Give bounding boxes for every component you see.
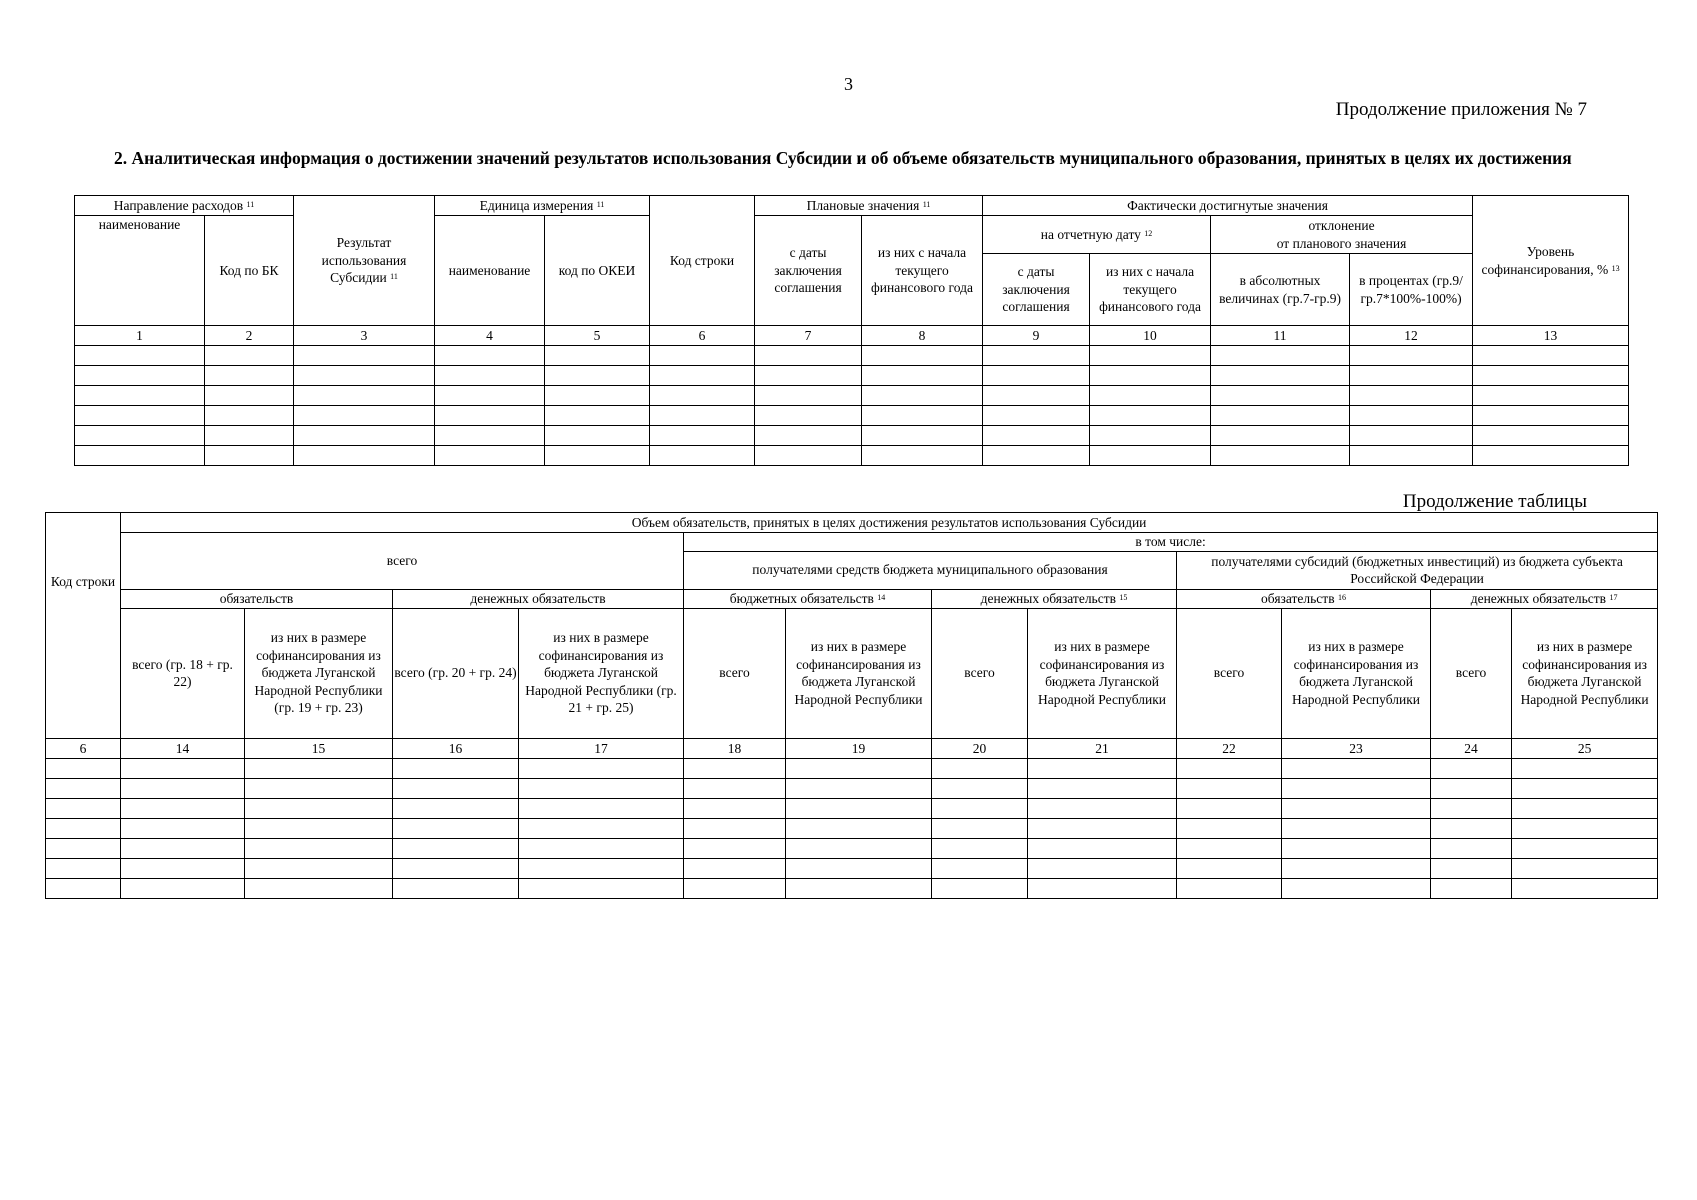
- data-cell[interactable]: [435, 386, 545, 406]
- data-cell[interactable]: [1028, 798, 1177, 818]
- data-cell[interactable]: [435, 346, 545, 366]
- table-row: [75, 386, 1629, 406]
- data-cell[interactable]: [932, 838, 1028, 858]
- column-number: 20: [932, 738, 1028, 758]
- column-number: 24: [1431, 738, 1512, 758]
- data-cell[interactable]: [294, 386, 435, 406]
- data-cell[interactable]: [1473, 446, 1629, 466]
- data-cell[interactable]: [755, 426, 862, 446]
- data-cell[interactable]: [205, 346, 294, 366]
- volume-header: Объем обязательств, принятых в целях достижения результатов использования Субсидии: [121, 513, 1658, 533]
- bk-code-header: Код по БК: [205, 216, 294, 326]
- data-cell[interactable]: [245, 818, 393, 838]
- data-cell[interactable]: [1431, 798, 1512, 818]
- data-cell[interactable]: [1211, 346, 1350, 366]
- municipal-money-obligations-header: денежных обязательств $^{15}$: [932, 589, 1177, 608]
- table-row: [75, 446, 1629, 466]
- total-group-header: всего: [121, 533, 684, 590]
- data-cell[interactable]: [435, 406, 545, 426]
- including-header: в том числе:: [684, 533, 1658, 552]
- data-cell[interactable]: [1028, 778, 1177, 798]
- data-cell[interactable]: [1350, 366, 1473, 386]
- data-cell[interactable]: [1473, 406, 1629, 426]
- data-cell[interactable]: [1431, 838, 1512, 858]
- actual-header: Фактически достигнутые значения: [983, 196, 1473, 216]
- table-row: [46, 878, 1658, 898]
- planned-header: Плановые значения $^{11}$: [755, 196, 983, 216]
- data-cell[interactable]: [1512, 838, 1658, 858]
- data-cell[interactable]: [545, 446, 650, 466]
- data-cell[interactable]: [294, 406, 435, 426]
- col16-header: всего (гр. 20 + гр. 24): [393, 608, 519, 738]
- column-number: 14: [121, 738, 245, 758]
- column-number: 2: [205, 326, 294, 346]
- column-number: 5: [545, 326, 650, 346]
- data-cell[interactable]: [205, 366, 294, 386]
- data-cell[interactable]: [1282, 858, 1431, 878]
- data-cell[interactable]: [205, 426, 294, 446]
- data-cell[interactable]: [294, 426, 435, 446]
- column-number: 19: [786, 738, 932, 758]
- data-cell[interactable]: [393, 878, 519, 898]
- data-cell[interactable]: [1431, 778, 1512, 798]
- planned-from-agreement-header: с даты заключения соглашения: [755, 216, 862, 326]
- column-number: 22: [1177, 738, 1282, 758]
- data-cell[interactable]: [1431, 858, 1512, 878]
- data-cell[interactable]: [545, 346, 650, 366]
- column-number: 10: [1090, 326, 1211, 346]
- data-cell[interactable]: [519, 878, 684, 898]
- page-number: 3: [844, 74, 853, 94]
- data-cell[interactable]: [519, 838, 684, 858]
- data-cell[interactable]: [545, 406, 650, 426]
- data-cell[interactable]: [932, 758, 1028, 778]
- data-cell[interactable]: [205, 446, 294, 466]
- data-cell[interactable]: [1177, 818, 1282, 838]
- data-cell[interactable]: [1090, 386, 1211, 406]
- column-number-row: [46, 738, 1658, 758]
- data-cell[interactable]: [75, 386, 205, 406]
- deviation-absolute-header: в абсолютных величинах (гр.7-гр.9): [1211, 254, 1350, 326]
- table-row: [75, 346, 1629, 366]
- data-cell[interactable]: [1431, 818, 1512, 838]
- data-cell[interactable]: [46, 878, 121, 898]
- data-cell[interactable]: [755, 366, 862, 386]
- col19-header: из них в размере софинансирования из бюджета Луганской Народной Республики: [786, 608, 932, 738]
- data-cell[interactable]: [1512, 818, 1658, 838]
- data-cell[interactable]: [205, 386, 294, 406]
- data-cell[interactable]: [1177, 798, 1282, 818]
- report-date-header: на отчетную дату $^{12}$: [983, 216, 1211, 254]
- data-cell[interactable]: [684, 818, 786, 838]
- table-row: [46, 778, 1658, 798]
- data-cell[interactable]: [786, 878, 932, 898]
- column-number: 6: [46, 738, 121, 758]
- column-number: 23: [1282, 738, 1431, 758]
- data-cell[interactable]: [862, 446, 983, 466]
- data-cell[interactable]: [393, 858, 519, 878]
- col18-header: всего: [684, 608, 786, 738]
- data-cell[interactable]: [75, 366, 205, 386]
- data-cell[interactable]: [862, 406, 983, 426]
- data-cell[interactable]: [1090, 366, 1211, 386]
- data-cell[interactable]: [545, 386, 650, 406]
- data-cell[interactable]: [519, 758, 684, 778]
- data-cell[interactable]: [1282, 758, 1431, 778]
- data-cell[interactable]: [862, 346, 983, 366]
- data-cell[interactable]: [393, 778, 519, 798]
- line-code-header: Код строки: [46, 513, 121, 739]
- data-cell[interactable]: [1282, 878, 1431, 898]
- data-cell[interactable]: [1512, 778, 1658, 798]
- data-cell[interactable]: [205, 406, 294, 426]
- data-cell[interactable]: [1282, 838, 1431, 858]
- data-cell[interactable]: [1177, 878, 1282, 898]
- table-row: [46, 858, 1658, 878]
- data-cell[interactable]: [1512, 758, 1658, 778]
- data-cell[interactable]: [1028, 818, 1177, 838]
- data-cell[interactable]: [650, 346, 755, 366]
- data-cell[interactable]: [786, 778, 932, 798]
- data-cell[interactable]: [983, 386, 1090, 406]
- data-cell[interactable]: [983, 346, 1090, 366]
- data-cell[interactable]: [650, 366, 755, 386]
- data-cell[interactable]: [245, 778, 393, 798]
- data-cell[interactable]: [755, 386, 862, 406]
- data-cell[interactable]: [1473, 386, 1629, 406]
- column-number: 6: [650, 326, 755, 346]
- data-cell[interactable]: [650, 386, 755, 406]
- data-cell[interactable]: [1512, 858, 1658, 878]
- data-cell[interactable]: [245, 838, 393, 858]
- data-cell[interactable]: [1350, 426, 1473, 446]
- data-cell[interactable]: [245, 758, 393, 778]
- data-cell[interactable]: [983, 426, 1090, 446]
- data-cell[interactable]: [1028, 878, 1177, 898]
- data-cell[interactable]: [650, 426, 755, 446]
- federal-recipients-header: получателями субсидий (бюджетных инвестиций) из бюджета субъекта Российской Федерации: [1177, 551, 1658, 589]
- cofin-level-header: Уровень софинансирования, % $^{13}$: [1473, 196, 1629, 326]
- column-number: 21: [1028, 738, 1177, 758]
- data-cell[interactable]: [684, 878, 786, 898]
- data-cell[interactable]: [435, 426, 545, 446]
- data-cell[interactable]: [75, 446, 205, 466]
- deviation-header: отклонение от планового значения: [1211, 216, 1473, 254]
- column-number: 16: [393, 738, 519, 758]
- data-cell[interactable]: [1282, 798, 1431, 818]
- data-cell[interactable]: [245, 878, 393, 898]
- table-row: [46, 818, 1658, 838]
- data-cell[interactable]: [519, 778, 684, 798]
- data-cell[interactable]: [121, 878, 245, 898]
- col15-header: из них в размере софинансирования из бюджета Луганской Народной Республики (гр. 19 + гр. 23): [245, 608, 393, 738]
- federal-obligations-header: обязательств $^{16}$: [1177, 589, 1431, 608]
- column-number: 3: [294, 326, 435, 346]
- data-cell[interactable]: [983, 406, 1090, 426]
- data-cell[interactable]: [1028, 838, 1177, 858]
- column-number: 12: [1350, 326, 1473, 346]
- data-cell[interactable]: [862, 366, 983, 386]
- data-cell[interactable]: [932, 778, 1028, 798]
- data-cell[interactable]: [1431, 758, 1512, 778]
- data-cell[interactable]: [1211, 366, 1350, 386]
- data-cell[interactable]: [75, 346, 205, 366]
- data-cell[interactable]: [545, 426, 650, 446]
- okei-code-header: код по ОКЕИ: [545, 216, 650, 326]
- col22-header: всего: [1177, 608, 1282, 738]
- total-money-obligations-header: денежных обязательств: [393, 589, 684, 608]
- data-cell[interactable]: [932, 798, 1028, 818]
- table-row: [75, 426, 1629, 446]
- column-number: 4: [435, 326, 545, 346]
- data-cell[interactable]: [650, 446, 755, 466]
- data-cell[interactable]: [1282, 778, 1431, 798]
- data-cell[interactable]: [245, 798, 393, 818]
- federal-money-obligations-header: денежных обязательств $^{17}$: [1431, 589, 1658, 608]
- data-cell[interactable]: [1211, 446, 1350, 466]
- data-cell[interactable]: [786, 838, 932, 858]
- col20-header: всего: [932, 608, 1028, 738]
- data-cell[interactable]: [393, 838, 519, 858]
- data-cell[interactable]: [121, 778, 245, 798]
- col21-header: из них в размере софинансирования из бюджета Луганской Народной Республики: [1028, 608, 1177, 738]
- column-number: 11: [1211, 326, 1350, 346]
- table-row: [46, 798, 1658, 818]
- col25-header: из них в размере софинансирования из бюджета Луганской Народной Республики: [1512, 608, 1658, 738]
- achievement-table-body: [75, 326, 1629, 466]
- planned-from-year-start-header: из них с начала текущего финансового года: [862, 216, 983, 326]
- deviation-percent-header: в процентах (гр.9/гр.7*100%-100%): [1350, 254, 1473, 326]
- data-cell[interactable]: [786, 858, 932, 878]
- data-cell[interactable]: [1090, 346, 1211, 366]
- column-number: 17: [519, 738, 684, 758]
- data-cell[interactable]: [1090, 446, 1211, 466]
- unit-header: Единица измерения $^{11}$: [435, 196, 650, 216]
- data-cell[interactable]: [983, 446, 1090, 466]
- data-cell[interactable]: [1211, 386, 1350, 406]
- data-cell[interactable]: [75, 406, 205, 426]
- data-cell[interactable]: [786, 798, 932, 818]
- data-cell[interactable]: [46, 838, 121, 858]
- data-cell[interactable]: [1028, 858, 1177, 878]
- line-code-header: Код строки: [650, 196, 755, 326]
- data-cell[interactable]: [684, 798, 786, 818]
- data-cell[interactable]: [1350, 446, 1473, 466]
- data-cell[interactable]: [786, 758, 932, 778]
- data-cell[interactable]: [1350, 346, 1473, 366]
- total-obligations-header: обязательств: [121, 589, 393, 608]
- table-row: [75, 366, 1629, 386]
- data-cell[interactable]: [46, 858, 121, 878]
- result-header: Результат использования Субсидии $^{11}$: [294, 196, 435, 326]
- table-row: [46, 758, 1658, 778]
- table-row: [75, 406, 1629, 426]
- data-cell[interactable]: [1473, 346, 1629, 366]
- data-cell[interactable]: [1350, 386, 1473, 406]
- municipal-budget-obligations-header: бюджетных обязательств $^{14}$: [684, 589, 932, 608]
- column-number: 9: [983, 326, 1090, 346]
- section-title: 2. Аналитическая информация о достижении значений результатов использования Субсидии и об объеме обязательств муниципального образования, принятых в целях их достижения: [114, 148, 1572, 168]
- data-cell[interactable]: [545, 366, 650, 386]
- data-cell[interactable]: [1211, 426, 1350, 446]
- data-cell[interactable]: [1090, 426, 1211, 446]
- actual-from-year-start-header: из них с начала текущего финансового года: [1090, 254, 1211, 326]
- obligations-table-body: [46, 738, 1658, 898]
- data-cell[interactable]: [294, 446, 435, 466]
- column-number: 7: [755, 326, 862, 346]
- data-cell[interactable]: [46, 778, 121, 798]
- data-cell[interactable]: [755, 446, 862, 466]
- data-cell[interactable]: [862, 386, 983, 406]
- data-cell[interactable]: [519, 818, 684, 838]
- column-number: 1: [75, 326, 205, 346]
- column-number: 8: [862, 326, 983, 346]
- data-cell[interactable]: [1350, 406, 1473, 426]
- data-cell[interactable]: [46, 758, 121, 778]
- data-cell[interactable]: [393, 758, 519, 778]
- data-cell[interactable]: [46, 818, 121, 838]
- data-cell[interactable]: [1473, 366, 1629, 386]
- data-cell[interactable]: [932, 858, 1028, 878]
- data-cell[interactable]: [435, 366, 545, 386]
- table-continuation-note: Продолжение таблицы: [1402, 491, 1587, 512]
- col14-header: всего (гр. 18 + гр. 22): [121, 608, 245, 738]
- data-cell[interactable]: [1090, 406, 1211, 426]
- data-cell[interactable]: [932, 818, 1028, 838]
- column-number: 15: [245, 738, 393, 758]
- data-cell[interactable]: [121, 798, 245, 818]
- data-cell[interactable]: [1177, 778, 1282, 798]
- data-cell[interactable]: [1473, 426, 1629, 446]
- col17-header: из них в размере софинансирования из бюджета Луганской Народной Республики (гр. 21 + гр. 25): [519, 608, 684, 738]
- data-cell[interactable]: [393, 818, 519, 838]
- municipal-recipients-header: получателями средств бюджета муниципального образования: [684, 551, 1177, 589]
- data-cell[interactable]: [684, 858, 786, 878]
- col23-header: из них в размере софинансирования из бюджета Луганской Народной Республики: [1282, 608, 1431, 738]
- data-cell[interactable]: [393, 798, 519, 818]
- data-cell[interactable]: [1431, 878, 1512, 898]
- data-cell[interactable]: [650, 406, 755, 426]
- data-cell[interactable]: [121, 758, 245, 778]
- actual-from-agreement-header: с даты заключения соглашения: [983, 254, 1090, 326]
- data-cell[interactable]: [294, 346, 435, 366]
- data-cell[interactable]: [755, 346, 862, 366]
- data-cell[interactable]: [46, 798, 121, 818]
- data-cell[interactable]: [932, 878, 1028, 898]
- data-cell[interactable]: [684, 838, 786, 858]
- data-cell[interactable]: [435, 446, 545, 466]
- column-number: 13: [1473, 326, 1629, 346]
- data-cell[interactable]: [121, 838, 245, 858]
- data-cell[interactable]: [519, 858, 684, 878]
- column-number: 25: [1512, 738, 1658, 758]
- data-cell[interactable]: [862, 426, 983, 446]
- data-cell[interactable]: [1211, 406, 1350, 426]
- column-number: 18: [684, 738, 786, 758]
- data-cell[interactable]: [245, 858, 393, 878]
- data-cell[interactable]: [519, 798, 684, 818]
- achievement-table: [74, 195, 1629, 466]
- table-row: [46, 838, 1658, 858]
- data-cell[interactable]: [1177, 838, 1282, 858]
- appendix-note: Продолжение приложения № 7: [1335, 99, 1587, 120]
- data-cell[interactable]: [1177, 758, 1282, 778]
- col24-header: всего: [1431, 608, 1512, 738]
- data-cell[interactable]: [1177, 858, 1282, 878]
- direction-header: Направление расходов $^{11}$: [75, 196, 294, 216]
- data-cell[interactable]: [75, 426, 205, 446]
- data-cell[interactable]: [121, 858, 245, 878]
- expense-name-header: наименование: [75, 216, 205, 326]
- data-cell[interactable]: [1512, 878, 1658, 898]
- data-cell[interactable]: [1282, 818, 1431, 838]
- data-cell[interactable]: [684, 778, 786, 798]
- data-cell[interactable]: [755, 406, 862, 426]
- data-cell[interactable]: [786, 818, 932, 838]
- unit-name-header: наименование: [435, 216, 545, 326]
- data-cell[interactable]: [294, 366, 435, 386]
- data-cell[interactable]: [121, 818, 245, 838]
- data-cell[interactable]: [684, 758, 786, 778]
- obligations-table: [45, 512, 1658, 899]
- data-cell[interactable]: [1028, 758, 1177, 778]
- data-cell[interactable]: [1512, 798, 1658, 818]
- column-number-row: [75, 326, 1629, 346]
- data-cell[interactable]: [983, 366, 1090, 386]
